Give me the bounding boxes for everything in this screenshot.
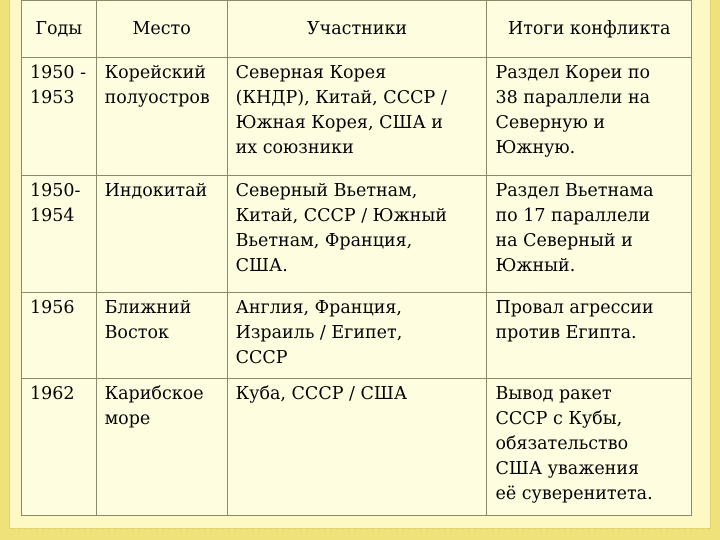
cell-place: Индокитай — [96, 176, 227, 293]
cell-place: Ближний Восток — [96, 293, 227, 379]
cell-participants: Куба, СССР / США — [227, 379, 487, 516]
table-row — [22, 293, 692, 379]
table-row — [22, 58, 692, 176]
header-result: Итоги конфликта — [487, 1, 692, 58]
cell-result: Провал агрессии против Египта. — [487, 293, 692, 379]
cell-result: Раздел Кореи по 38 параллели на Северную и Южную. — [487, 58, 692, 176]
table-row — [22, 176, 692, 293]
cell-years: 1956 — [22, 293, 97, 379]
cell-years: 1962 — [22, 379, 97, 516]
cell-participants: Северная Корея (КНДР), Китай, СССР / Южная Корея, США и их союзники — [227, 58, 487, 176]
header-place: Место — [96, 1, 227, 58]
header-participants: Участники — [227, 1, 487, 58]
conflicts-table — [21, 0, 692, 516]
cell-place: Карибское море — [96, 379, 227, 516]
cell-years: 1950 - 1953 — [22, 58, 97, 176]
table-header-row — [22, 1, 692, 58]
cell-result: Вывод ракет СССР с Кубы, обязательство США уважения её суверенитета. — [487, 379, 692, 516]
cell-years: 1950- 1954 — [22, 176, 97, 293]
header-years: Годы — [22, 1, 97, 58]
cell-participants: Англия, Франция, Израиль / Египет, СССР — [227, 293, 487, 379]
table-row — [22, 379, 692, 516]
cell-place: Корейский полуостров — [96, 58, 227, 176]
cell-participants: Северный Вьетнам, Китай, СССР / Южный Вьетнам, Франция, США. — [227, 176, 487, 293]
cell-result: Раздел Вьетнама по 17 параллели на Северный и Южный. — [487, 176, 692, 293]
